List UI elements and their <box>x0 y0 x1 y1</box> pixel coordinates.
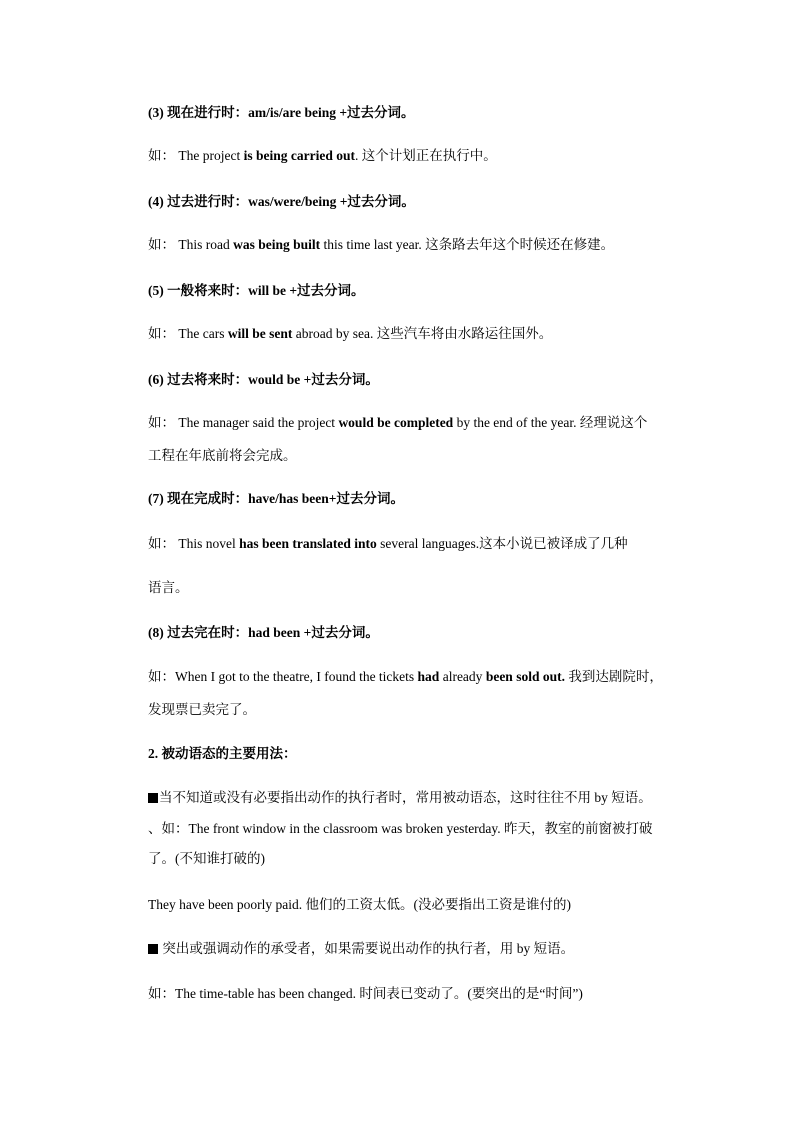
example-past-future-cont: 工程在年底前将会完成。 <box>148 448 297 463</box>
example-past-perfect: 如：When I got to the theatre, I found the tickets had already been sold out. 我到达剧院时， <box>148 669 663 684</box>
example-present-perfect-cont: 语言。 <box>148 580 189 595</box>
heading-past-perfect: (8) 过去完在时：had been +过去分词。 <box>148 625 379 640</box>
section-heading-main-uses: 2. 被动语态的主要用法： <box>148 746 297 761</box>
heading-past-future: (6) 过去将来时：would be +过去分词。 <box>148 372 379 387</box>
heading-present-progressive: (3) 现在进行时：am/is/are being +过去分词。 <box>148 105 415 120</box>
example-past-perfect-cont: 发现票已卖完了。 <box>148 702 256 717</box>
heading-past-progressive: (4) 过去进行时：was/were/being +过去分词。 <box>148 194 415 209</box>
rule-unknown-agent: 当不知道或没有必要指出动作的执行者时，常用被动语态，这时往往不用 by 短语。 <box>148 789 652 807</box>
black-square-bullet-icon <box>148 793 158 803</box>
heading-present-perfect: (7) 现在完成时：have/has been+过去分词。 <box>148 491 404 506</box>
example-present-perfect: 如： This novel has been translated into several languages.这本小说已被译成了几种 <box>148 536 628 551</box>
rule-emphasize-receiver-example: 如：The time-table has been changed. 时间表已变动了。(要突出的是“时间”) <box>148 986 583 1001</box>
example-past-future: 如： The manager said the project would be completed by the end of the year. 经理说这个 <box>148 415 648 430</box>
heading-simple-future: (5) 一般将来时：will be +过去分词。 <box>148 283 365 298</box>
black-square-bullet-icon <box>148 944 158 954</box>
example-past-progressive: 如： This road was being built this time last year. 这条路去年这个时候还在修建。 <box>148 237 615 252</box>
rule-unknown-agent-example-cont: 了。(不知谁打破的) <box>148 851 265 866</box>
rule-emphasize-receiver: 突出或强调动作的承受者，如果需要说出动作的执行者，用 by 短语。 <box>148 940 574 958</box>
example-present-progressive: 如： The project is being carried out. 这个计划正在执行中。 <box>148 148 497 163</box>
rule-unknown-agent-example: 、如：The front window in the classroom was broken yesterday. 昨天，教室的前窗被打破 <box>148 821 653 836</box>
example-simple-future: 如： The cars will be sent abroad by sea. 这些汽车将由水路运往国外。 <box>148 326 553 341</box>
rule-unknown-agent-example-2: They have been poorly paid. 他们的工资太低。(没必要指出工资是谁付的) <box>148 897 571 912</box>
